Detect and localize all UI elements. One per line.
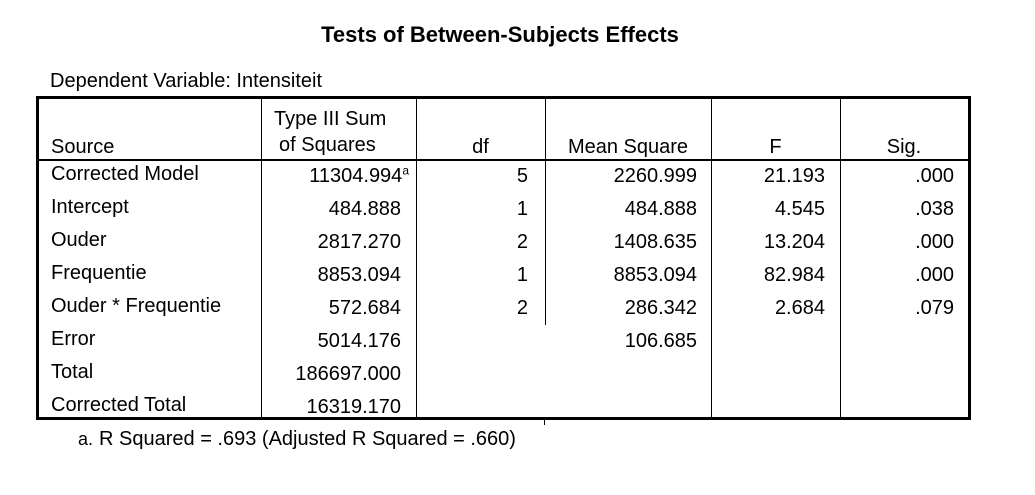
divider-tick (544, 418, 545, 425)
row-sig: .038 (915, 198, 954, 220)
row-df: 1 (516, 264, 528, 286)
row-sig: .000 (915, 165, 954, 187)
row-mean-square: 8853.094 (613, 264, 697, 286)
row-f: 82.984 (763, 264, 825, 286)
row-source: Ouder (51, 229, 107, 251)
row-sum-of-squares: 484.888 (328, 198, 401, 220)
row-sum-of-squares: 8853.094 (317, 264, 401, 286)
row-f: 21.193 (763, 165, 825, 187)
row-sum-of-squares: 2817.270 (317, 231, 401, 253)
table-title: Tests of Between-Subjects Effects (321, 22, 679, 47)
footnote-text: R Squared = .693 (Adjusted R Squared = .660) (99, 428, 516, 450)
header-df: df (472, 136, 489, 158)
row-sig: .000 (915, 231, 954, 253)
footnote-mark: a. (78, 429, 94, 449)
header-ss-line2: of Squares (279, 134, 376, 156)
row-sig: .079 (915, 297, 954, 319)
row-source: Error (51, 328, 96, 350)
header-mean-square: Mean Square (567, 136, 689, 158)
row-df: 2 (516, 231, 528, 253)
row-df: 2 (516, 297, 528, 319)
row-sig: .000 (915, 264, 954, 286)
row-source: Frequentie (51, 262, 147, 284)
row-df: 5 (516, 165, 528, 187)
header-source: Source (51, 136, 115, 158)
row-mean-square: 106.685 (624, 330, 697, 352)
row-sum-of-squares: 572.684 (328, 297, 401, 319)
row-sum-of-squares: 16319.170 (306, 396, 401, 418)
footnote-marker: a (402, 163, 409, 178)
row-mean-square: 286.342 (624, 297, 697, 319)
dependent-variable-label: Dependent Variable: Intensiteit (50, 70, 323, 92)
footnote (78, 428, 516, 451)
row-source: Corrected Model (51, 163, 199, 185)
row-mean-square: 2260.999 (613, 165, 697, 187)
row-sum-of-squares: 11304.994$^a$ (309, 163, 409, 187)
row-source: Corrected Total (51, 394, 187, 416)
row-sum-of-squares: 5014.176 (317, 330, 401, 352)
row-mean-square: 1408.635 (613, 231, 697, 253)
row-mean-square: 484.888 (624, 198, 697, 220)
row-f: 4.545 (774, 198, 825, 220)
header-ss-line1: Type III Sum (274, 108, 387, 130)
row-source: Intercept (51, 196, 129, 218)
row-f: 2.684 (774, 297, 825, 319)
anova-table (36, 96, 971, 420)
header-underline (39, 159, 968, 161)
row-df: 1 (516, 198, 528, 220)
row-source: Total (51, 361, 94, 383)
header-sig: Sig. (886, 136, 922, 158)
row-source: Ouder * Frequentie (51, 295, 222, 317)
header-f: F (769, 136, 782, 158)
row-f: 13.204 (763, 231, 825, 253)
row-sum-of-squares: 186697.000 (295, 363, 401, 385)
